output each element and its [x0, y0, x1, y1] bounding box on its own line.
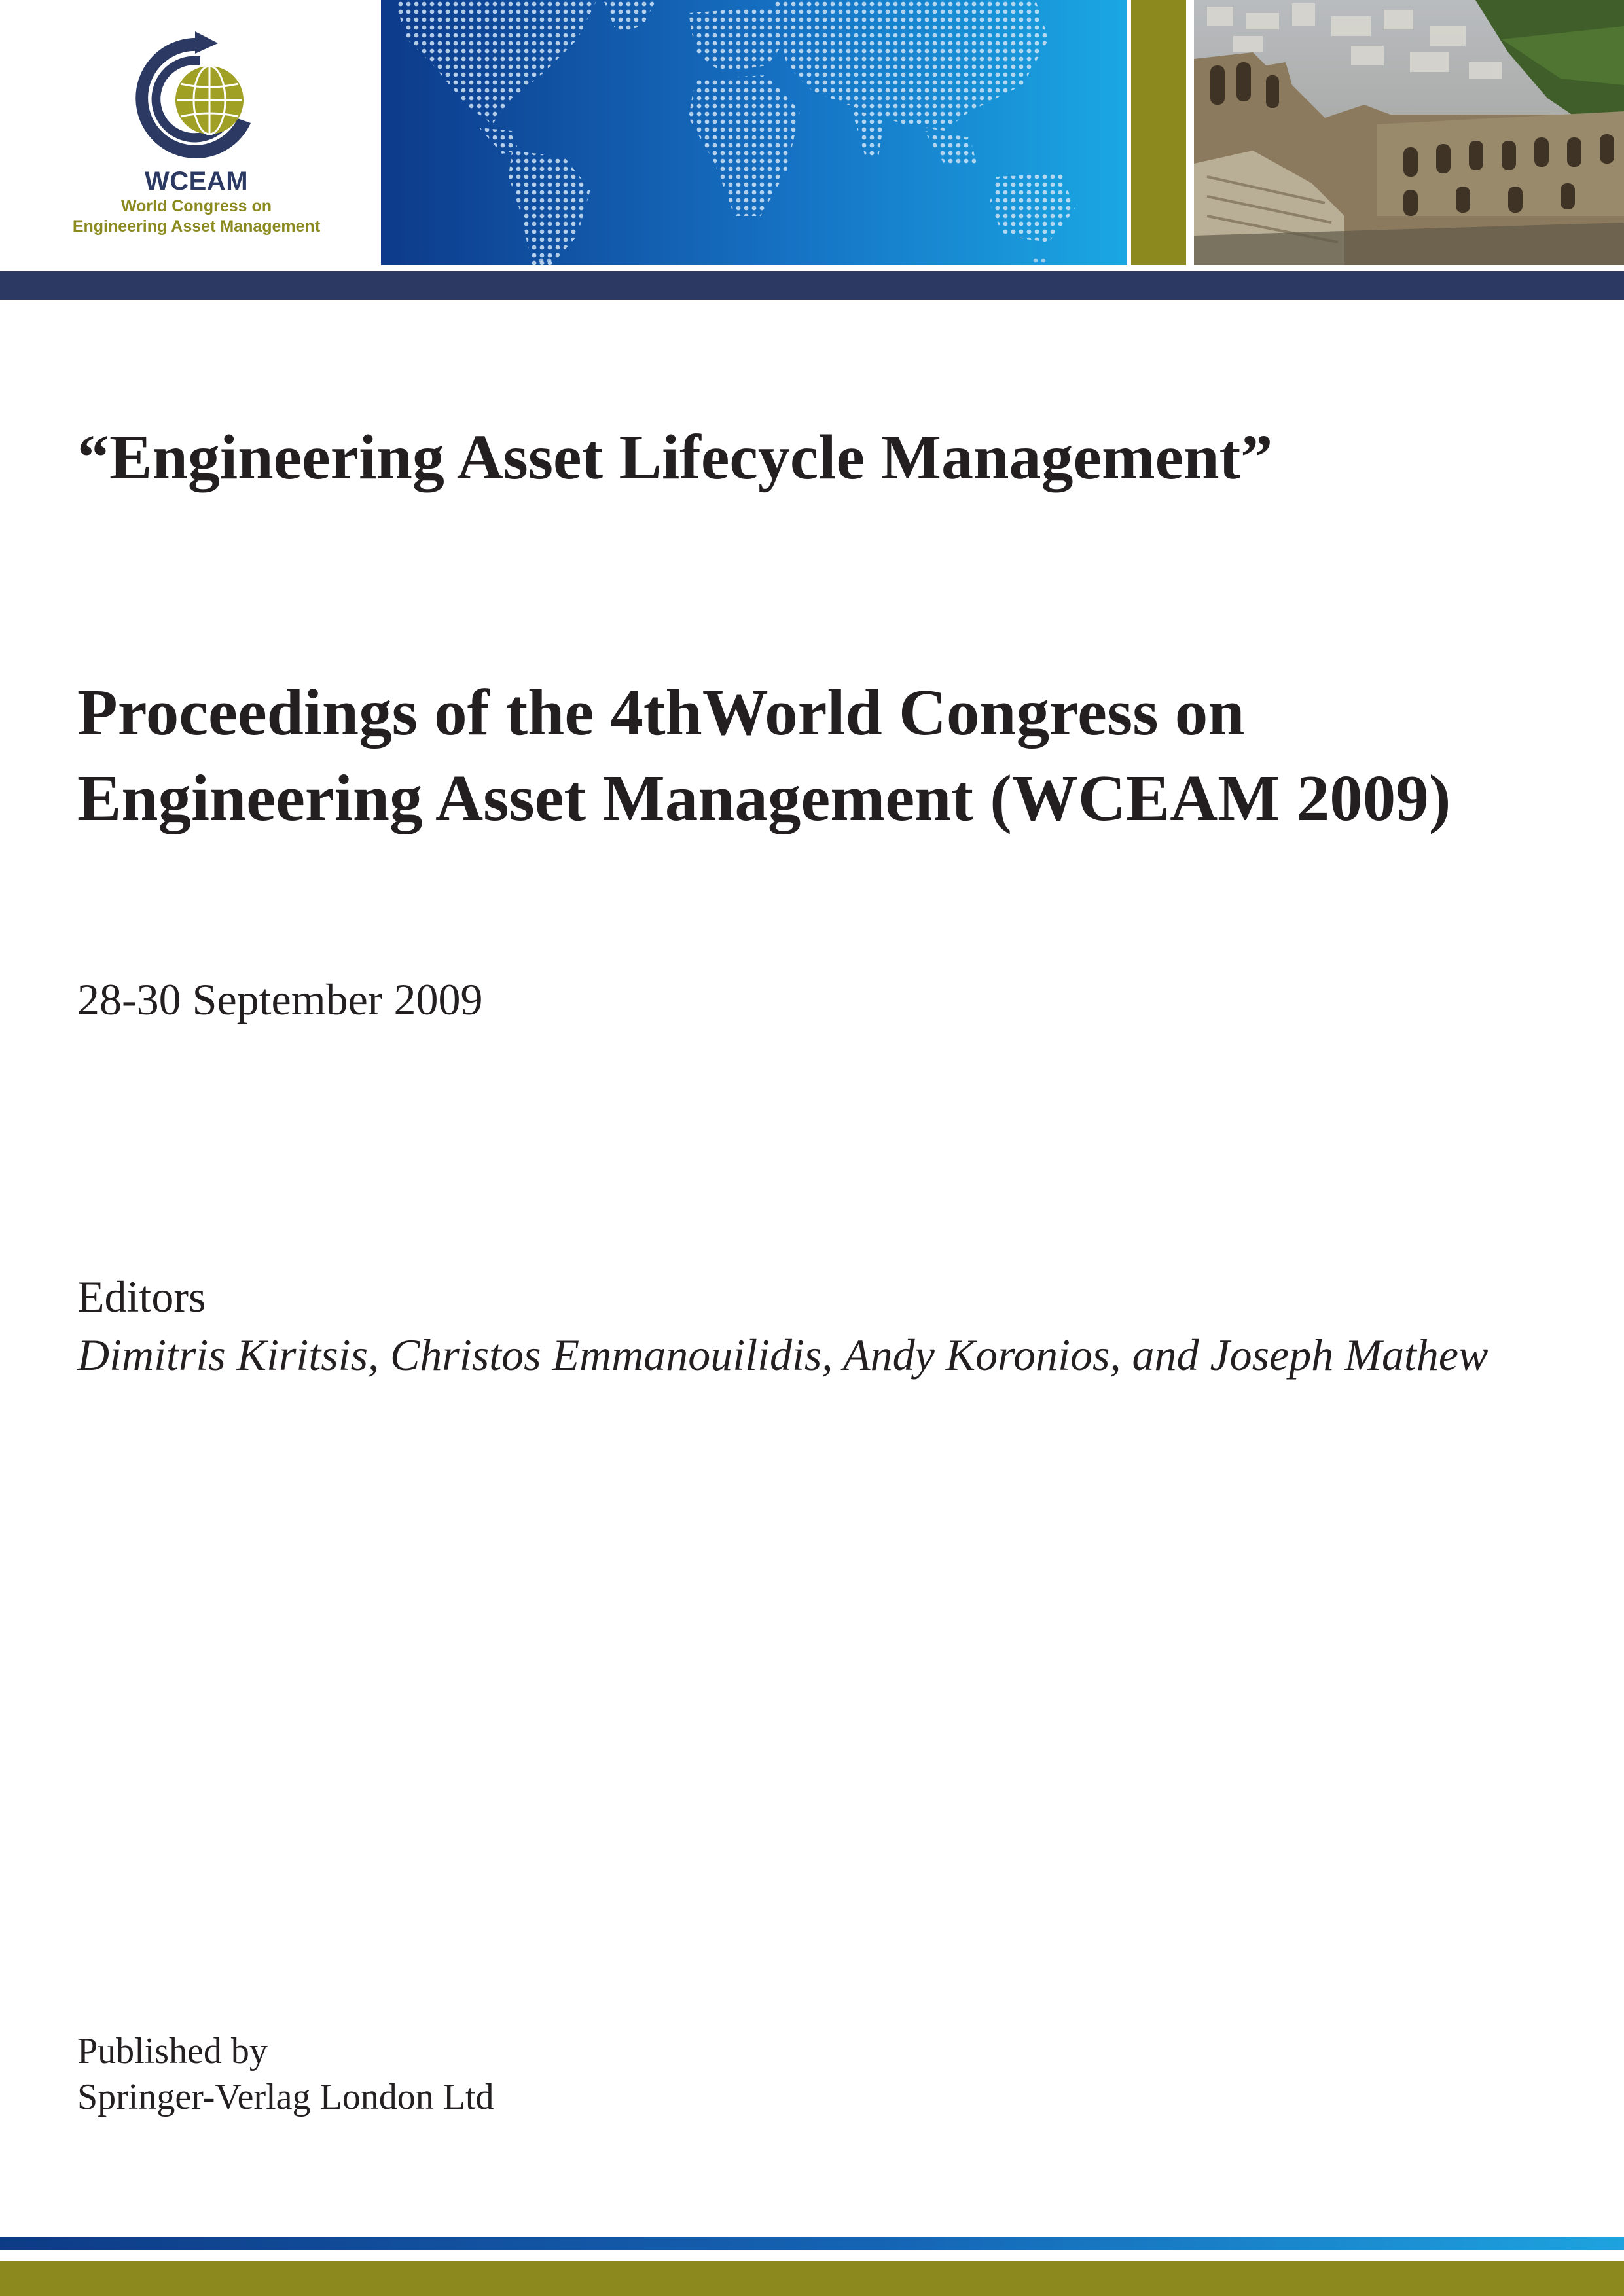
ancient-theatre-photo [1194, 0, 1624, 265]
footer-olive-band [0, 2261, 1624, 2296]
theme-title: “Engineering Asset Lifecycle Management” [77, 422, 1273, 493]
world-map-image [381, 0, 1127, 265]
logo-abbreviation: WCEAM [144, 167, 249, 196]
editors-label: Editors [77, 1272, 206, 1321]
published-by-label: Published by [77, 2031, 268, 2072]
header-navy-bar [0, 271, 1624, 300]
logo-subtitle [0, 196, 393, 237]
wceam-logo [0, 0, 381, 265]
publisher-name: Springer-Verlag London Ltd [77, 2077, 494, 2117]
wceam-globe-logo-icon [130, 31, 261, 162]
event-date: 28-30 September 2009 [77, 975, 483, 1024]
header-banner [0, 0, 1624, 301]
footer-blue-stripe [0, 2237, 1624, 2250]
header-olive-stripe [1131, 0, 1186, 265]
proceedings-title: Proceedings of the 4thWorld Congress on Engineering Asset Management (WCEAM 2009) [77, 675, 1451, 834]
editors-names: Dimitris Kiritsis, Christos Emmanouilidis, Andy Koronios, and Joseph Mathew [77, 1330, 1489, 1380]
logo-subtitle-line1: World Congress on [120, 197, 272, 215]
logo-subtitle-line2: Engineering Asset Management [72, 217, 321, 236]
header-divider [1186, 0, 1194, 265]
